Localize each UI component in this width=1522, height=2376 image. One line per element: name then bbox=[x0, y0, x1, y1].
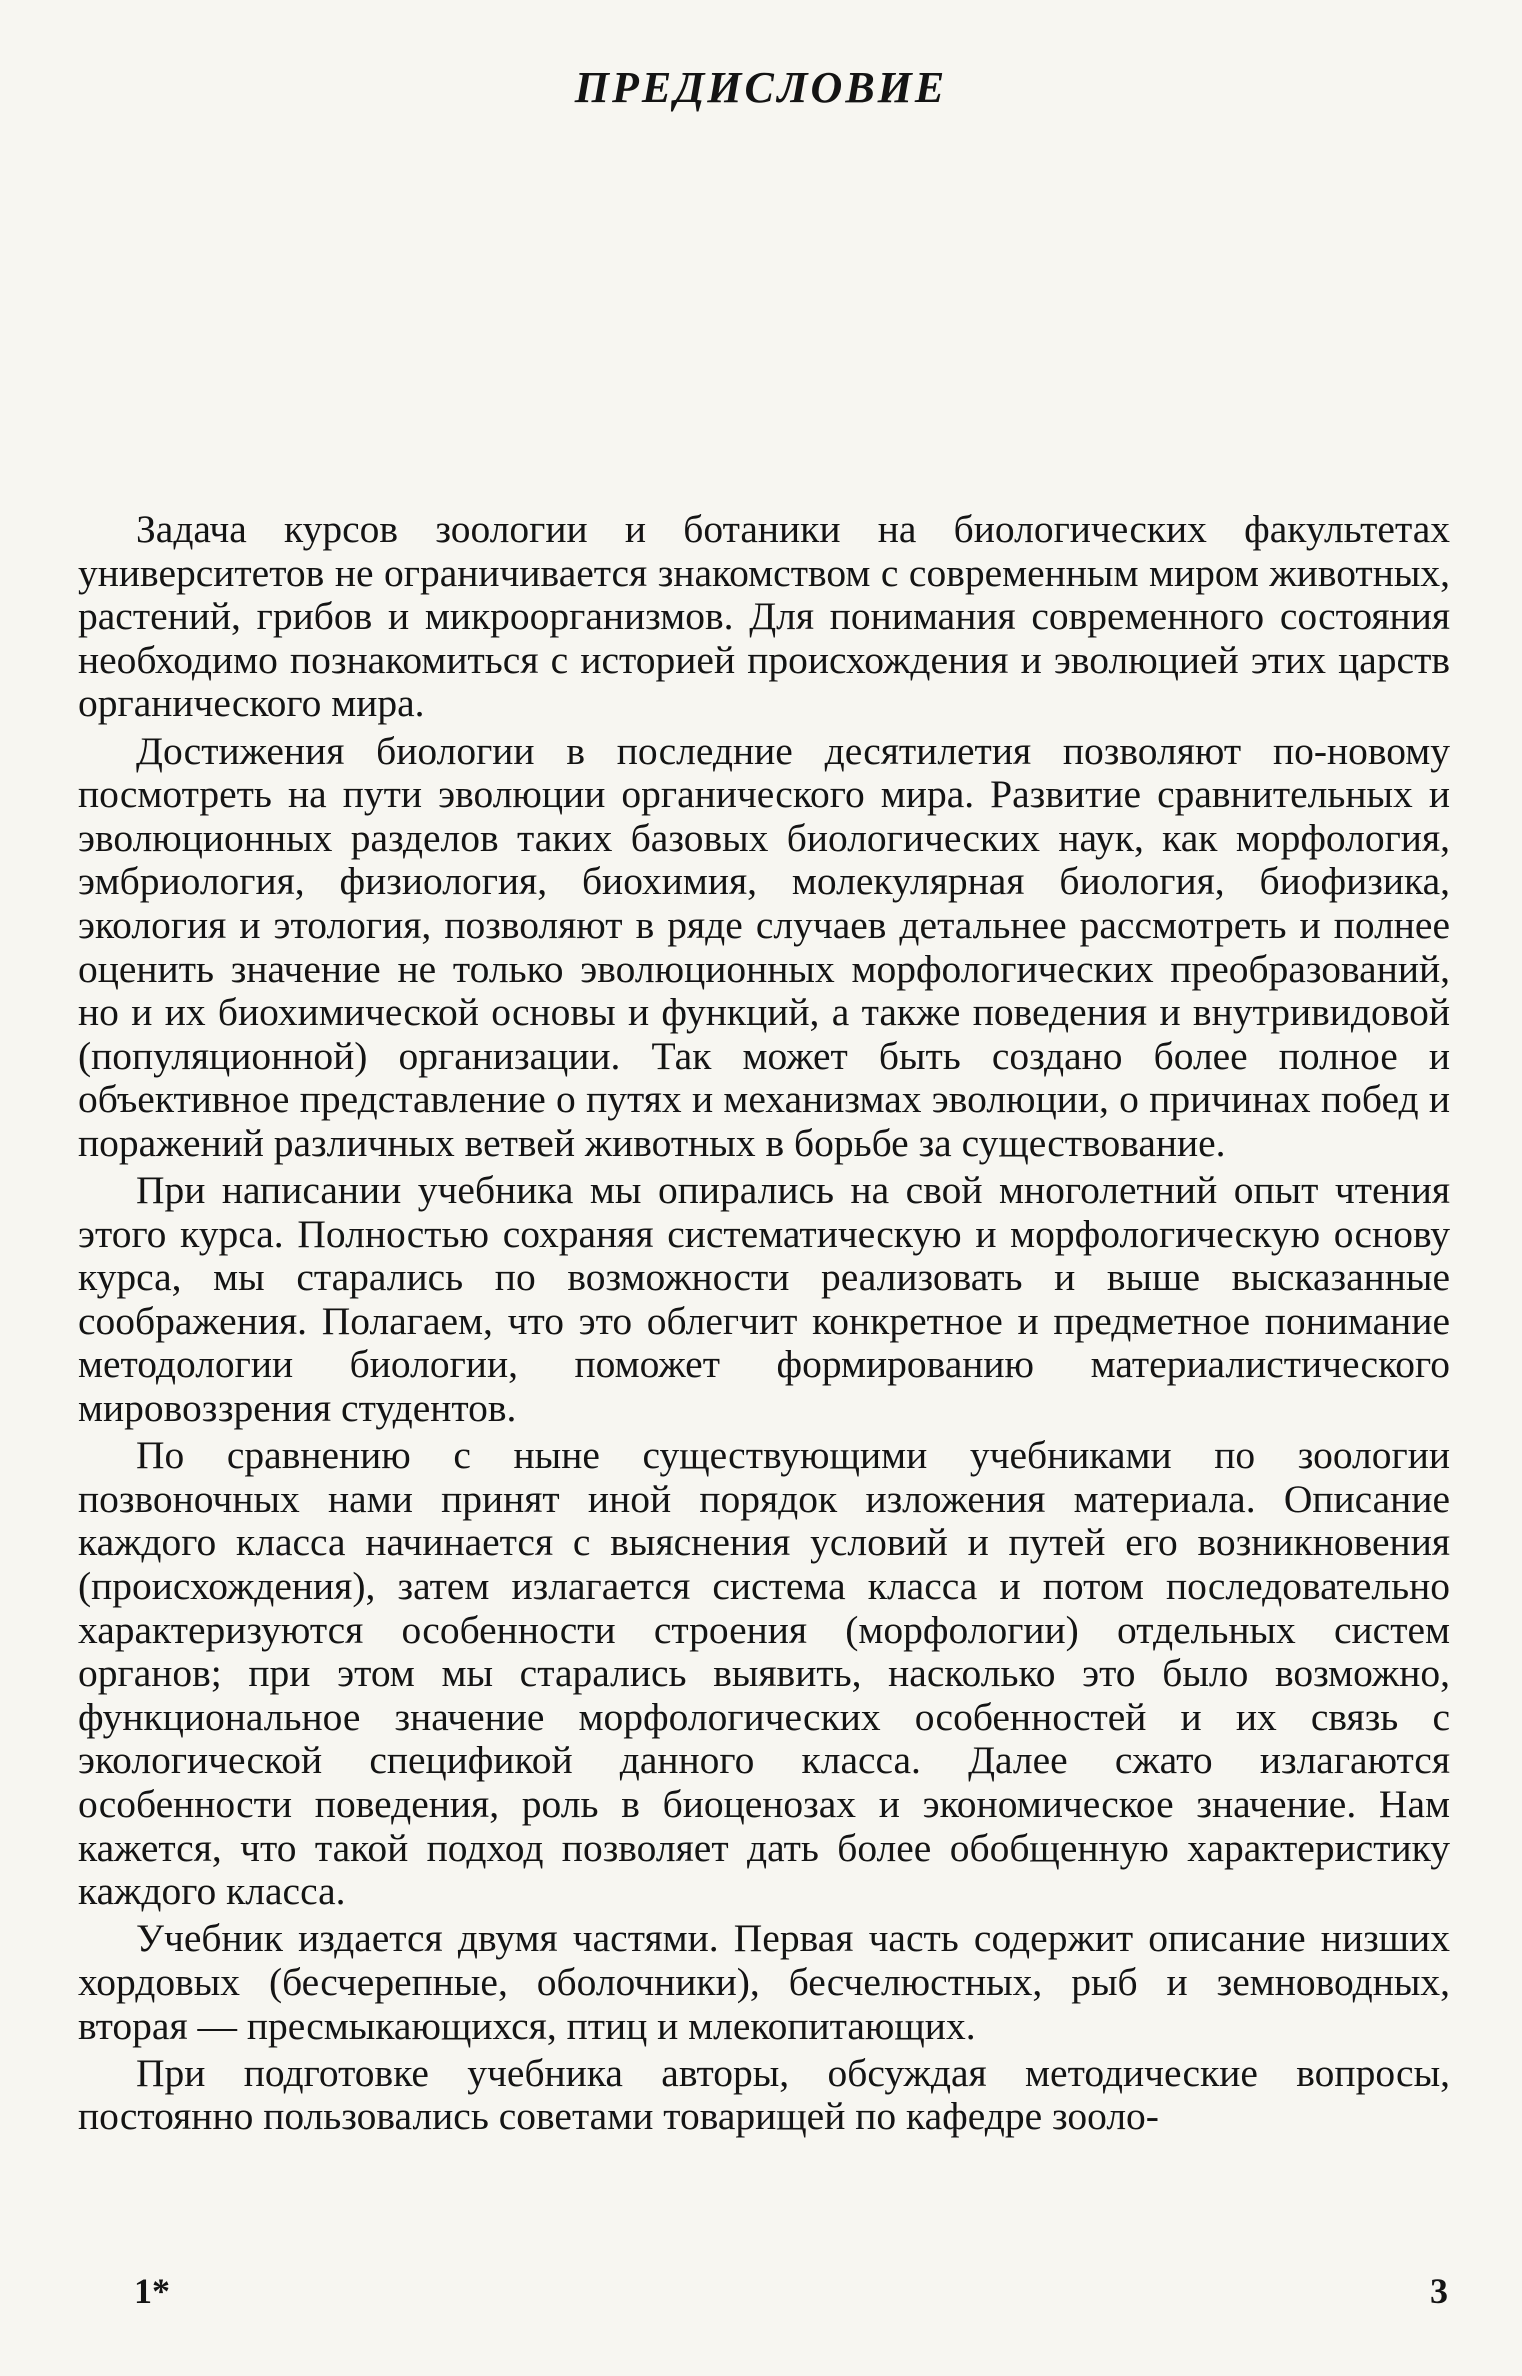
paragraph-6: При подготовке учебника авторы, обсуждая методические вопросы, постоянно пользовались советами товарищей по кафедре зооло- bbox=[78, 2050, 1450, 2139]
preface-text bbox=[78, 508, 1450, 2143]
paragraph-2: Достижения биологии в последние десятилетия позволяют по-новому посмотреть на пути эволюции органического мира. Развитие сравнительных и эволюционных разделов таких базовых биологических наук, как морфология, эмбриология, физиология, биохимия, молекулярная биология, биофизика, экология и этология, позволяют в ряде случаев детальнее рассмотреть и полнее оценить значение не только эволюционных морфологических преобразований, но и их биохимической основы и функций, а также поведения и внутривидовой (популяционной) организации. Так может быть создано более полное и объективное представление о путях и механизмах эволюции, о причинах побед и поражений различных ветвей животных в борьбе за существование. bbox=[78, 728, 1450, 1165]
paragraph-4: По сравнению с ныне существующими учебниками по зоологии позвоночных нами принят иной порядок изложения материала. Описание каждого класса начинается с выяснения условий и путей его возникновения (происхождения), затем излагается система класса и потом последовательно характеризуются особенности строения (морфологии) отдельных систем органов; при этом мы старались выявить, насколько это было возможно, функциональное значение морфологических особенностей и их связь с экологической спецификой данного класса. Далее сжато излагаются особенности поведения, роль в биоценозах и экономическое значение. Нам кажется, что такой подход позволяет дать более обобщенную характеристику каждого класса. bbox=[78, 1433, 1450, 1914]
paragraph-3: При написании учебника мы опирались на свой многолетний опыт чтения этого курса. Полностью сохраняя систематическую и морфологическую основу курса, мы старались по возможности реализовать и выше высказанные соображения. Полагаем, что это облегчит конкретное и предметное понимание методологии биологии, поможет формированию материалистического мировоззрения студентов. bbox=[78, 1168, 1450, 1431]
signature-mark: 1* bbox=[134, 2271, 170, 2311]
paragraph-5: Учебник издается двумя частями. Первая часть содержит описание низших хордовых (бесчерепные, оболочники), бесчелюстных, рыб и земноводных, вторая — пресмыкающихся, птиц и млекопитающих. bbox=[78, 1916, 1450, 2048]
paragraph-1: Задача курсов зоологии и ботаники на биологических факультетах университетов не ограничивается знакомством с современным миром животных, растений, грибов и микроорганизмов. Для понимания современного состояния необходимо познакомиться с историей происхождения и эволюцией этих царств органического мира. bbox=[78, 507, 1450, 726]
page-number: 3 bbox=[1430, 2271, 1448, 2311]
page-title: ПРЕДИСЛОВИЕ bbox=[574, 63, 948, 112]
